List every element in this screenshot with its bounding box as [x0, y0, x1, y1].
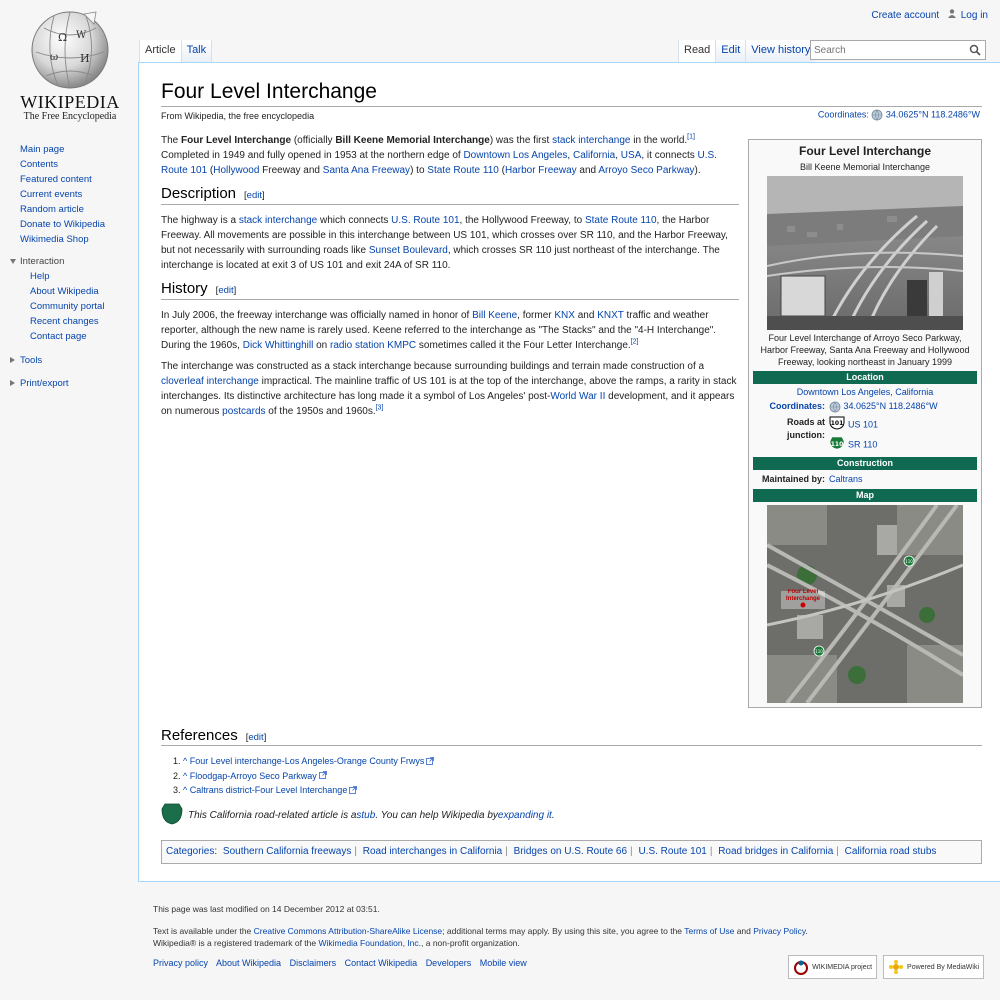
- reference-link[interactable]: Caltrans district-Four Level Interchange: [189, 785, 348, 796]
- external-link-icon: [349, 784, 357, 798]
- wikimedia-foundation-link[interactable]: Wikimedia Foundation, Inc.: [318, 938, 422, 948]
- category-link[interactable]: Road bridges in California: [718, 846, 834, 857]
- sidebar-item-wikimedia-shop[interactable]: Wikimedia Shop: [20, 234, 89, 245]
- svg-text:W: W: [76, 30, 87, 41]
- svg-text:И: И: [80, 52, 90, 65]
- categories-label[interactable]: Categories: [166, 846, 215, 857]
- references-list: [161, 754, 982, 798]
- sidebar-tools: [20, 354, 135, 368]
- satellite-map[interactable]: [767, 505, 963, 703]
- infobox-row-roads: [753, 416, 977, 454]
- terms-of-use-link[interactable]: Terms of Use: [684, 926, 735, 936]
- privacy-policy-link[interactable]: Privacy Policy: [753, 926, 806, 936]
- sidebar-item-community-portal[interactable]: Community portal: [30, 301, 105, 312]
- search-input[interactable]: [811, 41, 961, 59]
- infobox-subtitle: Bill Keene Memorial Interchange: [799, 162, 931, 172]
- search-box: [810, 40, 986, 60]
- reference-item: [183, 769, 982, 784]
- stub-notice: This California road-related article is a stub . You can help Wikipedia by expanding it .: [161, 803, 555, 828]
- globe-icon[interactable]: [871, 109, 886, 119]
- category-link[interactable]: California road stubs: [844, 846, 937, 857]
- link-arroyo-seco-parkway[interactable]: Arroyo Seco Parkway: [598, 165, 695, 176]
- category-link[interactable]: Road interchanges in California: [362, 846, 503, 857]
- sidebar-item-about-wikipedia[interactable]: About Wikipedia: [30, 286, 99, 297]
- infobox-header-map: Map: [753, 489, 977, 502]
- link-hollywood[interactable]: Hollywood: [213, 165, 260, 176]
- link-santa-ana-freeway[interactable]: Santa Ana Freeway: [322, 165, 411, 176]
- infobox-coordinates-label[interactable]: Coordinates:: [769, 401, 825, 411]
- footer-link-disclaimers[interactable]: Disclaimers: [289, 958, 337, 968]
- infobox-coordinates-value[interactable]: 34.0625°N 118.2486°W: [843, 401, 938, 411]
- infobox-header-location: Location: [753, 371, 977, 384]
- reference-item: [183, 783, 982, 798]
- tools-heading[interactable]: [10, 354, 135, 368]
- sidebar-item-help[interactable]: Help: [30, 271, 50, 282]
- page-coordinates: [818, 109, 980, 121]
- link-dick-whittinghill[interactable]: Dick Whittinghill: [242, 340, 314, 351]
- edit-section-link[interactable]: edit: [248, 732, 264, 743]
- ref-backlink[interactable]: ^: [183, 756, 188, 766]
- history-paragraph-2: The interchange was constructed as a stack interchange because surrounding buildings and terrain made construction of a cloverleaf interchange impractical. The mainline traffic of US 101 is at the top of the interchange, above the ramps, a rarity in stack interchanges. Its distinctive architecture has long made it a symbol of Los Angeles' post-World War II development, and it appears on numerous postcards of the 1950s and 1960s.[3]: [161, 361, 737, 417]
- link-us-route-101[interactable]: U.S. Route 101: [161, 150, 717, 176]
- sidebar-item-current-events[interactable]: Current events: [20, 189, 83, 200]
- history-paragraph-1: In July 2006, the freeway interchange was officially named in honor of Bill Keene, former KNX and KNXT traffic and weather reporter, although the new name is rarely used. Keene referred to the interchange as "The Stacks" and the "4-H Interchange". During the 1960s, Dick Whittinghill on radio station KMPC sometimes called it the Four Letter Interchange.[2]: [161, 310, 717, 351]
- infobox-header-construction: Construction: [753, 457, 977, 470]
- infobox-row-coordinates: [753, 400, 977, 413]
- infobox-road-sr-110[interactable]: SR 110: [848, 439, 878, 450]
- aerial-photo[interactable]: [767, 176, 963, 330]
- link-usa[interactable]: USA: [620, 150, 642, 161]
- california-route-shield-icon: [161, 803, 183, 828]
- personal-tools: [871, 9, 988, 21]
- section-heading-description: Description [edit]: [161, 186, 739, 205]
- wikimedia-logo-icon: [793, 959, 809, 975]
- chevron-right-icon: [10, 380, 15, 386]
- link-state-route-110[interactable]: State Route 110: [427, 165, 499, 176]
- link-cloverleaf-interchange[interactable]: cloverleaf interchange: [161, 376, 259, 387]
- stub-link[interactable]: stub: [356, 810, 376, 821]
- section-heading-history: History [edit]: [161, 281, 739, 300]
- coordinates-label[interactable]: Coordinates:: [817, 109, 869, 120]
- infobox-maintained-label: Maintained by:: [761, 474, 825, 484]
- link-harbor-freeway[interactable]: Harbor Freeway: [504, 165, 577, 176]
- powered-by-mediawiki-badge[interactable]: Powered By MediaWiki: [883, 955, 984, 979]
- infobox-caption: Four Level Interchange of Arroyo Seco Parkway, Harbor Freeway, Santa Ana Freeway and Hollywood Freeway, looking northeast in January 1999: [760, 333, 970, 367]
- article-body: [161, 133, 739, 425]
- ref-backlink[interactable]: ^: [183, 770, 188, 781]
- cc-license-link[interactable]: Creative Commons Attribution-ShareAlike License: [253, 926, 443, 936]
- globe-icon[interactable]: [829, 401, 841, 411]
- link-knx[interactable]: KNX: [554, 310, 575, 321]
- category-link[interactable]: Southern California freeways: [222, 846, 352, 857]
- footer-link-developers[interactable]: Developers: [425, 958, 472, 968]
- sidebar-item-recent-changes[interactable]: Recent changes: [30, 316, 99, 327]
- expanding-it-link[interactable]: expanding it: [497, 810, 552, 821]
- log-in-link[interactable]: Log in: [960, 10, 988, 21]
- edit-section-link[interactable]: edit: [246, 190, 262, 201]
- description-paragraph: The highway is a stack interchange which connects U.S. Route 101, the Hollywood Freeway, to State Route 110, the Harbor Freeway. All movements are possible in this interchange between US 101, which crosses over SR 110, and the Harbor Freeway, but not necessarily with surrounding roads like Sunset Boulevard, which crosses SR 110 just northeast of the interchange. The interchange is located at exit 3 of US 101 and exit 24A of SR 110.: [161, 215, 728, 271]
- sidebar-item-main-page[interactable]: Main page: [20, 144, 65, 155]
- svg-text:110: 110: [830, 441, 844, 448]
- footer-link-privacy[interactable]: Privacy policy: [153, 958, 209, 968]
- category-link[interactable]: Bridges on U.S. Route 66: [513, 846, 628, 857]
- license-text: Text is available under the Creative Commons Attribution-ShareAlike License; additional terms may apply. By using this site, you agree to the Terms of Use and Privacy Policy. Wikipedia® is a registered trademark of the Wikimedia Foundation, Inc., a non-profit organization.: [153, 926, 808, 948]
- sidebar-print: [20, 377, 135, 391]
- interaction-label: Interaction: [20, 256, 65, 267]
- external-link-icon: [426, 755, 434, 769]
- link-state-route-110[interactable]: State Route 110: [584, 215, 657, 226]
- sidebar-item-donate[interactable]: Donate to Wikipedia: [20, 219, 106, 230]
- chevron-down-icon: [10, 259, 16, 264]
- tab-article[interactable]: Article: [139, 40, 181, 62]
- sidebar-interaction: [20, 255, 135, 344]
- tab-read[interactable]: Read: [678, 40, 715, 62]
- ref-link-1[interactable]: [1]: [687, 133, 695, 141]
- sidebar-navigation: [20, 142, 135, 247]
- reference-link[interactable]: Floodgap-Arroyo Seco Parkway: [189, 770, 317, 781]
- coordinates-value[interactable]: 34.0625°N 118.2486°W: [885, 109, 980, 120]
- mediawiki-flower-icon: [888, 959, 904, 975]
- footer-link-about[interactable]: About Wikipedia: [216, 958, 282, 968]
- sidebar-item-contact-page[interactable]: Contact page: [30, 331, 87, 342]
- link-sunset-boulevard[interactable]: Sunset Boulevard: [368, 245, 448, 256]
- ref-link-3[interactable]: [3]: [375, 404, 384, 412]
- chevron-right-icon: [10, 357, 15, 363]
- sidebar-item-featured-content[interactable]: Featured content: [20, 174, 92, 185]
- external-link-icon: [319, 769, 327, 783]
- svg-text:110: 110: [815, 649, 823, 654]
- category-link[interactable]: U.S. Route 101: [638, 846, 707, 857]
- link-radio-station[interactable]: radio station: [329, 340, 385, 351]
- namespace-tabs: [139, 40, 212, 62]
- map-location-label: Four Level Interchange: [785, 589, 820, 602]
- svg-text:101: 101: [830, 420, 844, 427]
- infobox-row-maintained: [753, 473, 977, 486]
- tools-label: Tools: [20, 355, 43, 366]
- link-downtown-la[interactable]: Downtown Los Angeles: [463, 150, 568, 161]
- sidebar-item-contents[interactable]: Contents: [20, 159, 59, 170]
- svg-text:Ω: Ω: [58, 31, 68, 44]
- interaction-heading[interactable]: [10, 255, 135, 269]
- user-icon: [948, 10, 959, 21]
- us-route-shield-icon: [829, 416, 845, 434]
- ref-backlink[interactable]: ^: [183, 785, 188, 796]
- link-postcards[interactable]: postcards: [222, 406, 266, 417]
- infobox-location-link[interactable]: Downtown Los Angeles, California: [796, 387, 934, 397]
- page-title: Four Level Interchange: [161, 80, 377, 103]
- tab-edit[interactable]: Edit: [715, 40, 745, 62]
- link-stack-interchange[interactable]: stack interchange: [238, 215, 318, 226]
- categories-box: Categories: Southern California freeways | Road interchanges in California | Bridges on U.S. Route 66 | U.S. Route 101 | Road bridges in California | California road stubs: [161, 840, 982, 864]
- infobox-maintained-link[interactable]: Caltrans: [829, 474, 863, 484]
- link-kmpc[interactable]: KMPC: [387, 340, 417, 351]
- footer-links: [153, 958, 853, 968]
- wikipedia-logo[interactable]: [10, 8, 130, 128]
- link-knxt[interactable]: KNXT: [597, 310, 624, 321]
- logo-wordmark: WIKIPEDIA: [20, 92, 120, 112]
- footer-badges: [788, 955, 984, 979]
- footer-link-contact[interactable]: Contact Wikipedia: [344, 958, 418, 968]
- link-us-route-101[interactable]: U.S. Route 101: [391, 215, 460, 226]
- edit-section-link[interactable]: edit: [218, 285, 234, 296]
- footer: [153, 903, 853, 968]
- tab-talk[interactable]: Talk: [181, 40, 213, 62]
- link-world-war-ii[interactable]: World War II: [550, 391, 606, 402]
- search-icon[interactable]: [969, 44, 981, 59]
- ref-link-2[interactable]: [2]: [630, 338, 639, 346]
- intro-paragraph: The Four Level Interchange (officially Bill Keene Memorial Interchange) was the first stack interchange in the world.[1] Completed in 1949 and fully opened in 1953 at the northern edge of Downtown Los Angeles, California, USA, it connects U.S. Route 101 (Hollywood Freeway and Santa Ana Freeway) to State Route 110 (Harbor Freeway and Arroyo Seco Parkway).: [161, 133, 717, 176]
- sidebar: [20, 142, 135, 391]
- logo-tagline: The Free Encyclopedia: [23, 111, 117, 122]
- puzzle-globe-icon: [24, 8, 116, 92]
- footer-link-mobile-view[interactable]: Mobile view: [479, 958, 527, 968]
- print-heading[interactable]: [10, 377, 135, 391]
- infobox-title: Four Level Interchange: [798, 144, 932, 158]
- print-export-label: Print/export: [20, 378, 69, 389]
- site-subtitle: From Wikipedia, the free encyclopedia: [161, 111, 315, 121]
- link-california[interactable]: California: [572, 150, 616, 161]
- reference-link[interactable]: Four Level interchange-Los Angeles-Orange County Frwys: [189, 756, 425, 766]
- title-divider: [161, 106, 982, 107]
- sidebar-item-random-article[interactable]: Random article: [20, 204, 84, 215]
- last-modified-text: This page was last modified on 14 December 2012 at 03:51.: [153, 904, 380, 914]
- references-section: [161, 727, 982, 798]
- link-stack-interchange[interactable]: stack interchange: [552, 135, 631, 146]
- view-tabs: [678, 40, 815, 62]
- reference-item: [183, 754, 982, 769]
- infobox: [748, 139, 982, 708]
- main-content: [138, 62, 1000, 882]
- section-heading-references: References [edit]: [161, 727, 982, 746]
- svg-text:ω: ω: [50, 52, 59, 63]
- state-route-shield-icon: [829, 436, 845, 454]
- create-account-link[interactable]: Create account: [871, 10, 940, 21]
- link-bill-keene[interactable]: Bill Keene: [472, 310, 518, 321]
- wikimedia-project-badge[interactable]: WIKIMEDIA project: [788, 955, 877, 979]
- infobox-road-us-101[interactable]: US 101: [848, 419, 879, 430]
- infobox-roads-label: Roads at junction:: [786, 417, 825, 440]
- svg-text:110: 110: [905, 559, 913, 564]
- tab-view-history[interactable]: View history: [745, 40, 815, 62]
